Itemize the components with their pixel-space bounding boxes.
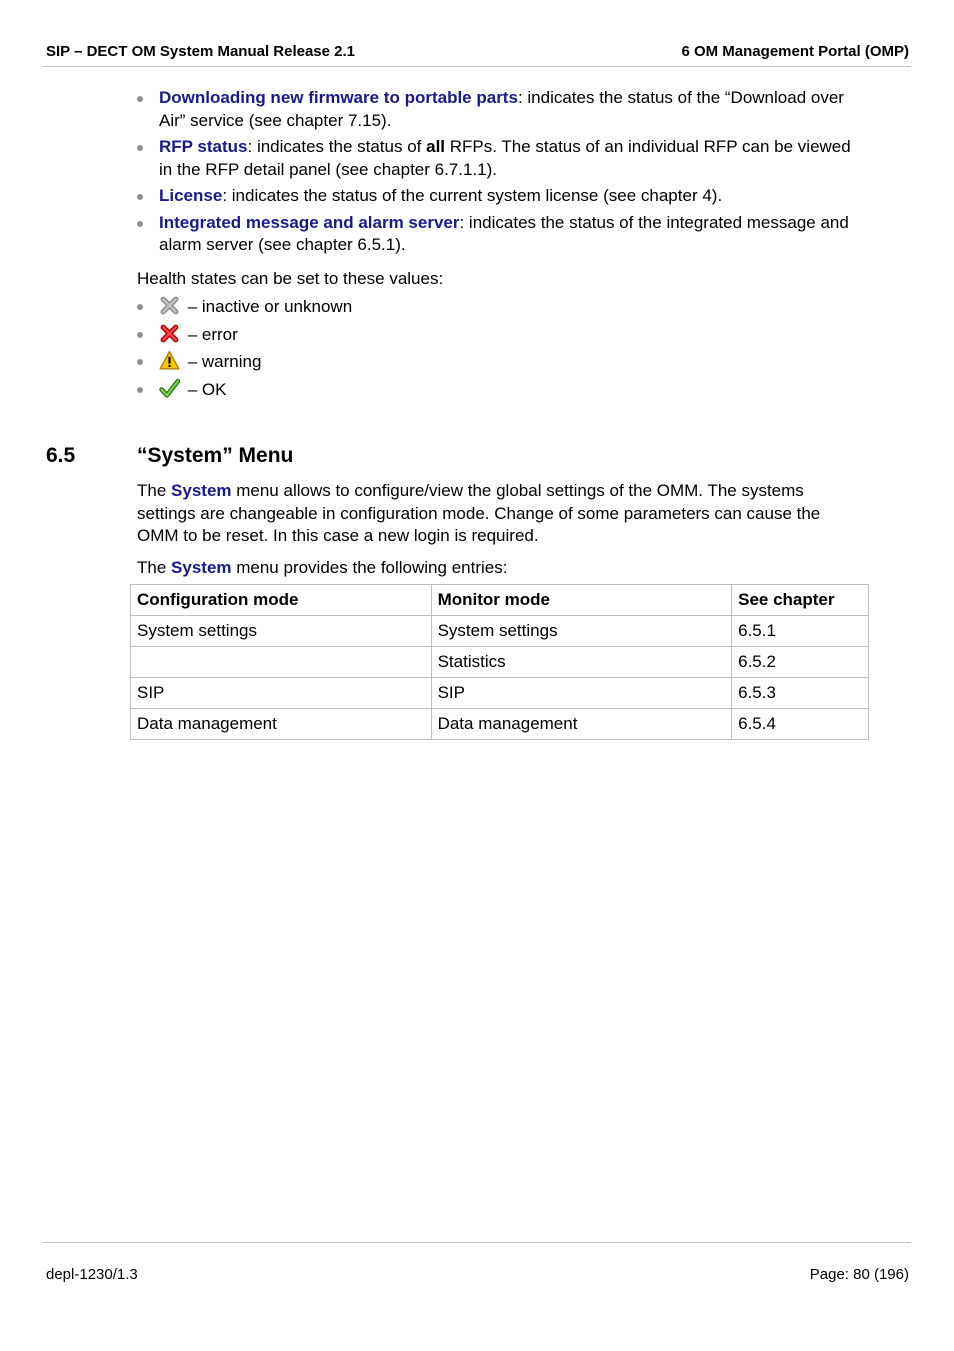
section-number: 6.5 bbox=[46, 444, 76, 467]
table-cell: 6.5.1 bbox=[732, 616, 869, 647]
table-cell: Data management bbox=[431, 709, 732, 740]
warning-triangle-icon bbox=[159, 350, 180, 371]
term-label: System bbox=[171, 558, 232, 577]
state-label: – inactive or unknown bbox=[183, 297, 353, 316]
table-row bbox=[131, 647, 869, 678]
item-bold-text: all bbox=[426, 137, 446, 156]
paragraph-text: menu provides the following entries: bbox=[231, 558, 508, 577]
table-cell: 6.5.3 bbox=[732, 678, 869, 709]
table-row bbox=[131, 678, 869, 709]
table-header-row bbox=[131, 585, 869, 616]
section-paragraph bbox=[137, 480, 857, 548]
table-cell: Statistics bbox=[431, 647, 732, 678]
bullet-dot bbox=[137, 221, 143, 227]
item-text: : indicates the status of the “Download over Air” service (see chapter 7.15). bbox=[159, 88, 844, 130]
header-document-title: SIP – DECT OM System Manual Release 2.1 bbox=[46, 43, 356, 60]
system-menu-table bbox=[130, 584, 869, 740]
table-cell: 6.5.2 bbox=[732, 647, 869, 678]
table-row bbox=[131, 616, 869, 647]
table-cell: SIP bbox=[131, 678, 432, 709]
list-item bbox=[137, 321, 352, 349]
table-cell: System settings bbox=[131, 616, 432, 647]
list-item bbox=[137, 212, 857, 257]
paragraph-text: menu allows to configure/view the global settings of the OMM. The systems settings are changeable in configuration mode. Change of some parameters can cause the OMM to be reset. In this case a new login is required. bbox=[137, 481, 821, 545]
list-item bbox=[137, 87, 857, 132]
term-label: Integrated message and alarm server bbox=[159, 212, 460, 232]
item-text: RFPs. The status of an individual RFP can be viewed in the RFP detail panel (see chapter 6.7.1.1). bbox=[159, 137, 851, 179]
item-text: : indicates the status of the integrated message and alarm server (see chapter 6.5.1). bbox=[159, 212, 849, 254]
green-check-icon bbox=[159, 378, 180, 399]
list-item bbox=[137, 185, 857, 208]
paragraph-text: The bbox=[137, 481, 172, 500]
term-label: Downloading new firmware to portable parts bbox=[159, 88, 518, 107]
list-item bbox=[137, 293, 352, 321]
state-label: – error bbox=[183, 324, 238, 344]
grey-x-icon bbox=[159, 295, 180, 316]
list-item bbox=[137, 376, 352, 404]
table-row bbox=[131, 709, 869, 740]
bullet-dot bbox=[137, 387, 143, 393]
section-title: “System” Menu bbox=[137, 444, 294, 467]
column-header: Monitor mode bbox=[431, 585, 732, 616]
paragraph-text: The bbox=[137, 558, 172, 577]
bullet-dot bbox=[137, 145, 143, 151]
bullet-dot bbox=[137, 194, 143, 200]
term-label: System bbox=[171, 481, 232, 500]
table-cell: SIP bbox=[431, 678, 732, 709]
status-bullet-list bbox=[137, 87, 857, 261]
bullet-dot bbox=[137, 359, 143, 365]
health-intro: Health states can be set to these values: bbox=[137, 269, 444, 288]
table-cell bbox=[131, 647, 432, 678]
table-cell: Data management bbox=[131, 709, 432, 740]
state-label: – OK bbox=[183, 380, 227, 400]
footer-rule bbox=[43, 1242, 911, 1243]
column-header: Configuration mode bbox=[131, 585, 432, 616]
health-state-list bbox=[137, 293, 352, 404]
footer-document-id: depl-1230/1.3 bbox=[46, 1266, 138, 1283]
bullet-dot bbox=[137, 96, 143, 102]
section-paragraph bbox=[137, 557, 857, 580]
bullet-dot bbox=[137, 304, 143, 310]
table-cell: 6.5.4 bbox=[732, 709, 869, 740]
term-label: RFP status bbox=[159, 137, 248, 156]
footer-page-number: Page: 80 (196) bbox=[809, 1266, 909, 1283]
list-item bbox=[137, 136, 857, 181]
red-x-icon bbox=[159, 323, 180, 344]
item-text: : indicates the status of the current system license (see chapter 4). bbox=[222, 186, 723, 205]
bullet-dot bbox=[137, 332, 143, 338]
header-chapter-title: 6 OM Management Portal (OMP) bbox=[681, 43, 909, 60]
state-label: – warning bbox=[183, 352, 262, 372]
column-header: See chapter bbox=[732, 585, 869, 616]
list-item bbox=[137, 348, 352, 376]
table-cell: System settings bbox=[431, 616, 732, 647]
term-label: License bbox=[159, 186, 223, 205]
item-text: : indicates the status of bbox=[247, 137, 427, 156]
header-rule bbox=[43, 66, 911, 67]
